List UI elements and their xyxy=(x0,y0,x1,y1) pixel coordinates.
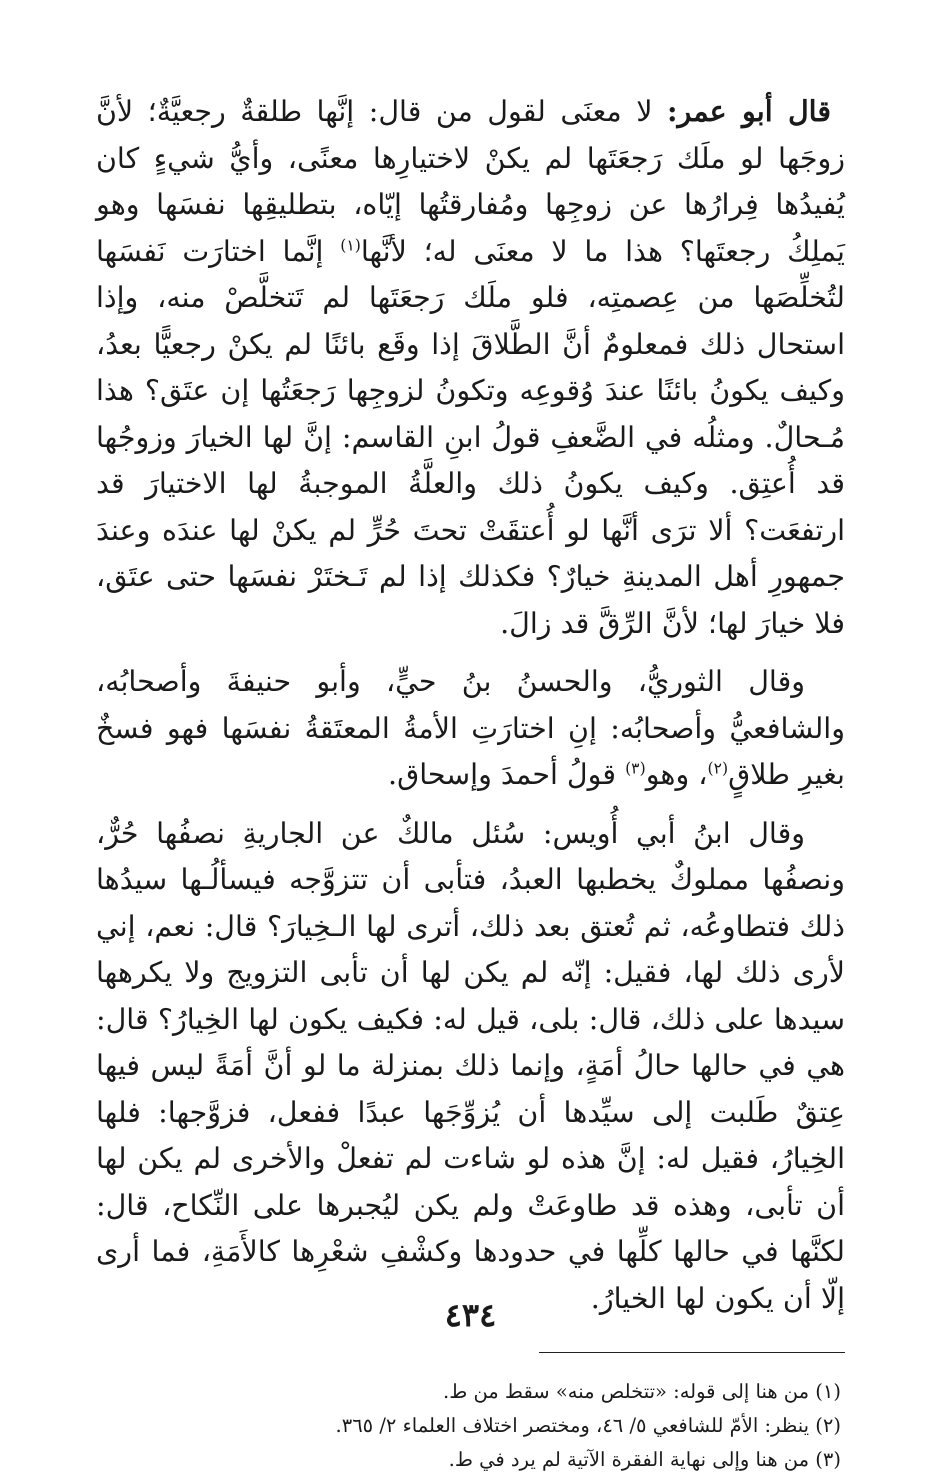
footnote-1: (١) من هنا إلى قوله: «تتخلص منه» سقط من ط. xyxy=(443,1380,841,1403)
paragraph-text: ، وهو xyxy=(645,758,708,791)
speaker-lead: قال أبو عمر: xyxy=(666,94,831,128)
paragraph-3 xyxy=(96,811,845,1323)
paragraph-2 xyxy=(96,659,845,799)
paragraph-1 xyxy=(96,88,845,647)
paragraph-text: لا معنَى لقول من قال: إنَّها طلقةٌ رجعيَّةٌ؛ لأنَّ زوجَها لو ملَك رَجعَتَها لم يكنْ لاختيارِها معنًى، وأيُّ شيءٍ كان يُفيدُها فِرارُها عن زوجِها ومُفارقتُها إيّاه، بتطليقِها نفسَها وهو يَملِكُ رجعتَها؟ هذا ما لا معنَى له؛ لأنَّها xyxy=(96,95,845,268)
paragraph-text: قولُ أحمدَ وإسحاق. xyxy=(388,758,626,791)
paragraph-text: وقال الثوريُّ، والحسنُ بنُ حيٍّ، وأبو حنيفةَ وأصحابُه، والشافعيُّ وأصحابُه: إنِ اختارَتِ الأمةُ المعتَقةُ نفسَها فهو فسخٌ بغيرِ طلاقٍ xyxy=(96,665,845,791)
paragraph-text: وقال ابنُ أبي أُويس: سُئل مالكٌ عن الجاريةِ نصفُها حُرٌّ، ونصفُها مملوكٌ يخطبها العبدُ، فتأبى أن تتزوَّجه فيسألُـها سيدُها ذلك فتطاوعُه، ثم تُعتق بعد ذلك، أترى لها الـخِيارَ؟ قال: نعم، إني لأرى ذلك لها، فقيل: إنّه لم يكن لها أن تأبى التزويج ولا يكرهها سيدها على ذلك، قال: بلى، قيل له: فكيف يكون لها الخِيارُ؟ قال: هي في حالها حالُ أمَةٍ، وإنما ذلك بمنزلة ما لو أنَّ أمَةً ليس فيها عِتقٌ طَلبت إلى سيِّدها أن يُزوِّجَها عبدًا ففعل، فزوَّجها: فلها الخِيارُ، فقيل له: إنَّ هذه لو شاءت لم تفعلْ والأخرى لم يكن لها أن تأبى، وهذه قد طاوعَتْ ولم يكن ليُجبرها على النِّكاح، قال: لكنَّها في حالها كلِّها في حدودها وكشْفِ شعْرِها كالأَمَةِ، فما أرى إلّا أن يكون لها الخيارُ. xyxy=(96,816,845,1315)
footnote-ref-2[interactable]: (٢) xyxy=(707,758,729,778)
paragraph-text: إنَّما اختارَت نَفسَها لتُخلِّصَها من عِصمتِه، فلو ملَك رَجعَتَها لم تَتخلَّصْ منه، وإذا استحال ذلك فمعلومٌ أنَّ الطَّلاقَ إذا وقَع بائنًا لم يكنْ رجعيًّا بعدُ، وكيف يكونُ بائنًا عندَ وُقوعِه وتكونُ لزوجِها رَجعَتُها إن عتَق؟ هذا مُـحالٌ. ومثلُه في الضَّعفِ قولُ ابنِ القاسم: إنَّ لها الخيارَ وزوجُها قد أُعتِق. وكيف يكونُ ذلك والعلَّةُ الموجبةُ لها الاختيارَ قد ارتفعَت؟ ألا ترَى أنَّها لو أُعتقَتْ تحتَ حُرٍّ لم يكنْ لها عندَه وعندَ جمهورِ أهل المدينةِ خيارٌ؟ فكذلك إذا لم تَـختَرْ نفسَها حتى عتَق، فلا خيارَ لها؛ لأنَّ الرِّقَّ قد زالَ. xyxy=(96,234,845,640)
footnote-divider xyxy=(539,1352,845,1353)
footnote-ref-3[interactable]: (٣) xyxy=(625,758,646,778)
footnote-ref-1[interactable]: (١) xyxy=(340,235,361,254)
page-number: ٤٣٤ xyxy=(444,1296,497,1334)
footnote-2: (٢) ينظر: الأمّ للشافعي ٥/ ٤٦، ومختصر اختلاف العلماء ٢/ ٣٦٥. xyxy=(335,1414,841,1437)
footnote-3: (٣) من هنا وإلى نهاية الفقرة الآتية لم يرد في ط. xyxy=(448,1448,841,1471)
